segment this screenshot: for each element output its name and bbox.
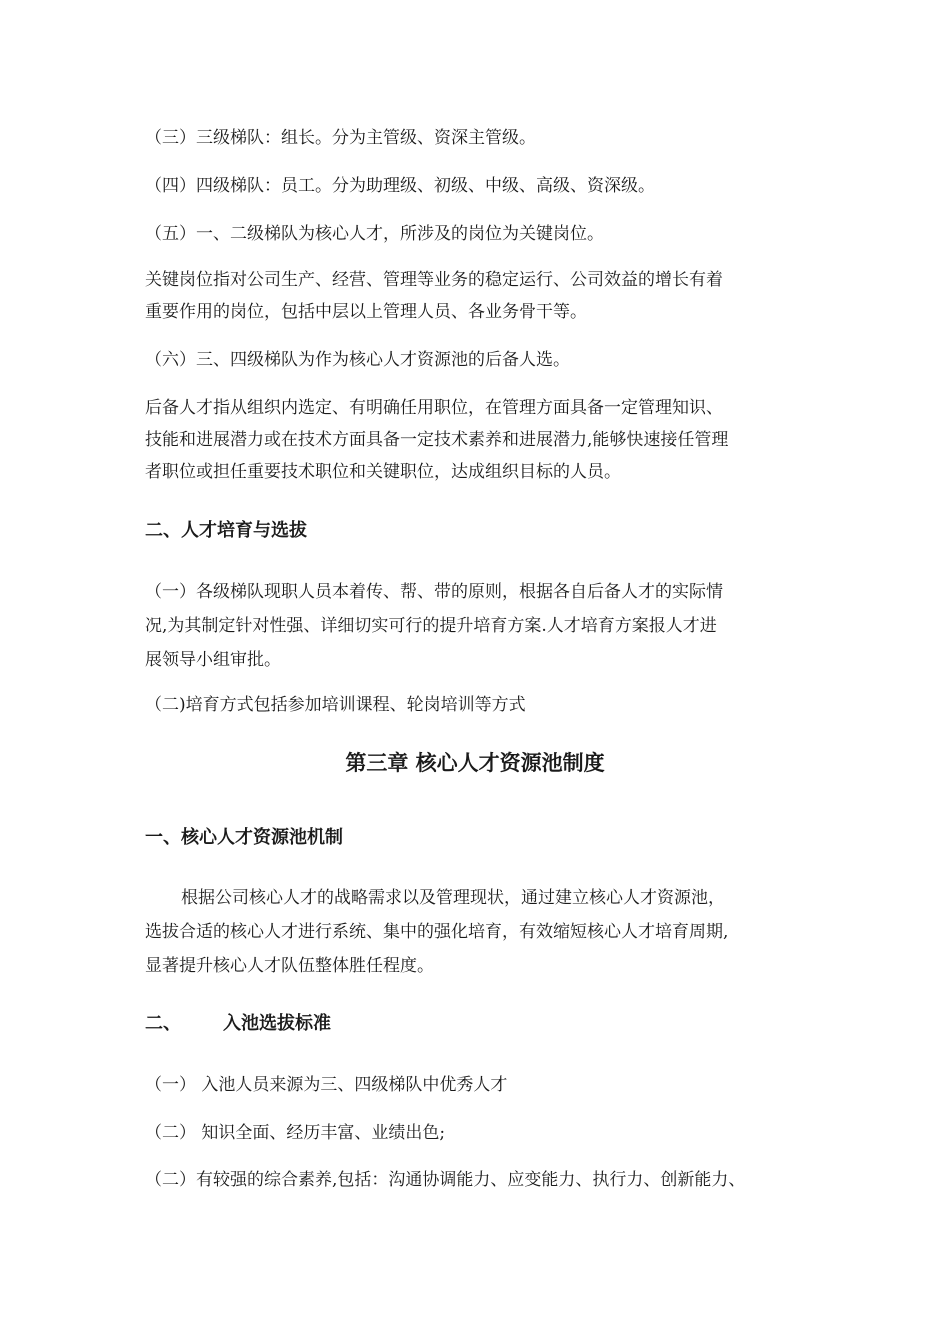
entry-criterion-3: （二）有较强的综合素养,包括：沟通协调能力、应变能力、执行力、创新能力、 (145, 1170, 746, 1190)
pool-line-1: 根据公司核心人才的战略需求以及管理现状，通过建立核心人才资源池， (181, 888, 725, 908)
key-post-line-1: 关键岗位指对公司生产、经营、管理等业务的稳定运行、公司效益的增长有着 (145, 270, 723, 290)
reserve-line-3: 者职位或担任重要技术职位和关键职位，达成组织目标的人员。 (145, 462, 621, 482)
section-heading-training: 二、人才培育与选拔 (145, 520, 307, 541)
reserve-line-2: 技能和进展潜力或在技术方面具备一定技术素养和进展潜力,能够快速接任管理 (145, 430, 729, 450)
reserve-line-1: 后备人才指从组织内选定、有明确任用职位，在管理方面具备一定管理知识、 (145, 398, 723, 418)
paragraph-tier3: （三）三级梯队：组长。分为主管级、资深主管级。 (145, 128, 536, 148)
entry-criterion-2: （二） 知识全面、经历丰富、业绩出色; (145, 1123, 446, 1143)
training-line-3: 展领导小组审批。 (145, 650, 281, 670)
training-line-2: 况,为其制定针对性强、详细切实可行的提升培育方案.人才培育方案报人才进 (145, 616, 717, 636)
entry-heading-text: 入池选拔标准 (223, 1013, 331, 1034)
chapter-title: 第三章 核心人才资源池制度 (345, 751, 605, 775)
section-heading-pool-mechanism: 一、核心人才资源池机制 (145, 827, 343, 848)
paragraph-reserve-tiers: （六）三、四级梯队为作为核心人才资源池的后备人选。 (145, 350, 570, 370)
entry-heading-number: 二、 (145, 1013, 181, 1034)
pool-line-3: 显著提升核心人才队伍整体胜任程度。 (145, 956, 434, 976)
training-line-1: （一）各级梯队现职人员本着传、帮、带的原则，根据各自后备人才的实际情 (145, 582, 723, 602)
paragraph-core-tiers: （五）一、二级梯队为核心人才，所涉及的岗位为关键岗位。 (145, 224, 604, 244)
entry-criterion-1: （一） 入池人员来源为三、四级梯队中优秀人才 (145, 1075, 508, 1095)
key-post-line-2: 重要作用的岗位，包括中层以上管理人员、各业务骨干等。 (145, 302, 587, 322)
pool-line-2: 选拔合适的核心人才进行系统、集中的强化培育，有效缩短核心人才培育周期, (145, 922, 729, 942)
section-heading-entry-criteria (145, 1014, 331, 1034)
paragraph-tier4: （四）四级梯队：员工。分为助理级、初级、中级、高级、资深级。 (145, 176, 655, 196)
training-methods: （二)培育方式包括参加培训课程、轮岗培训等方式 (145, 695, 526, 715)
